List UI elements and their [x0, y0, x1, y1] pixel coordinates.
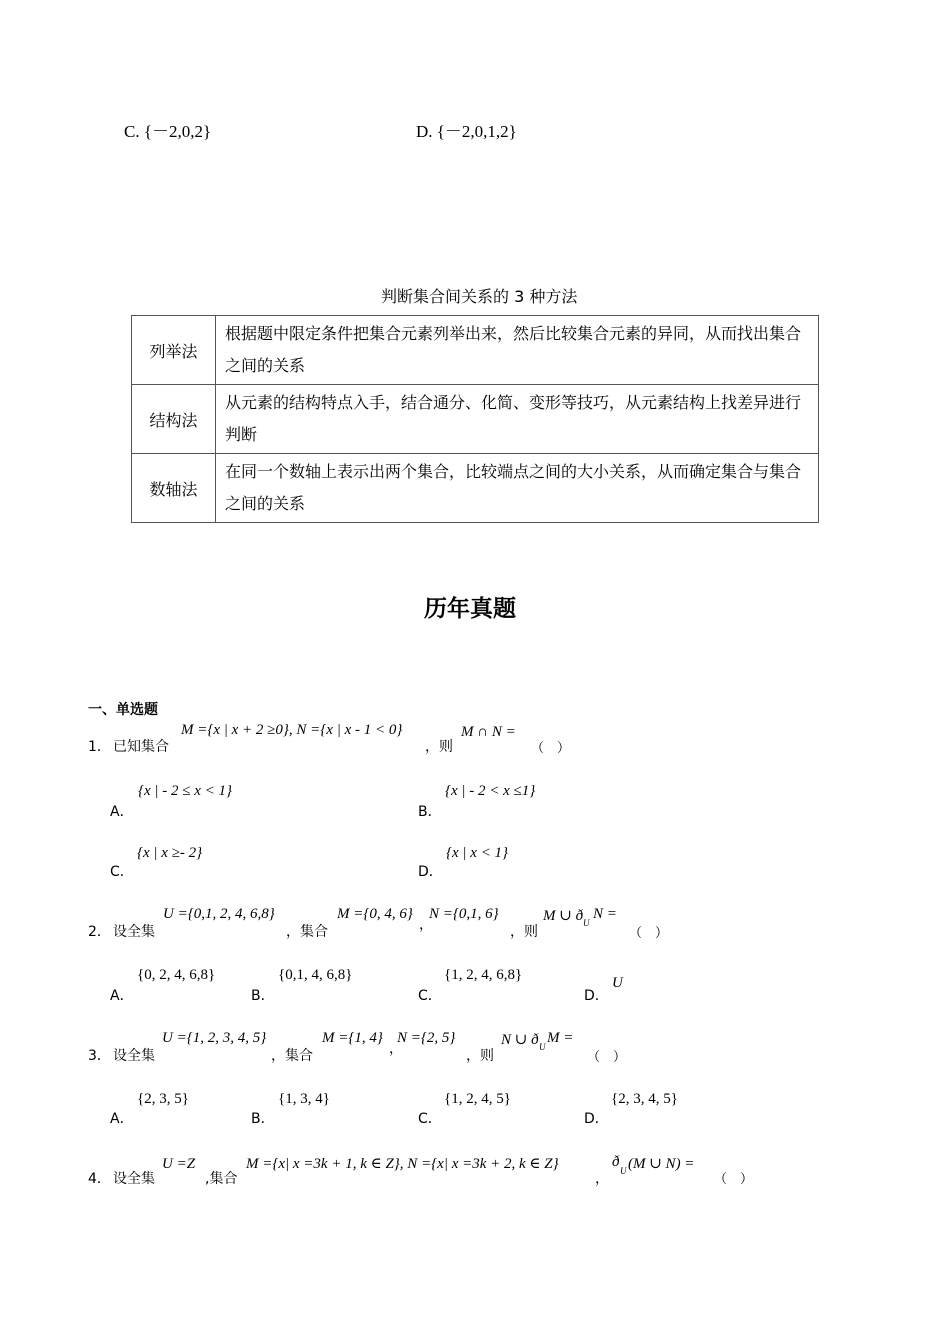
- option-expression: {x | - 2 ≤ x < 1}: [138, 783, 233, 799]
- option-label: B．: [251, 988, 275, 1004]
- math-expression: M ={x| x =3k + 1, k ∈ Z}, N ={x| x =3k + 2, k ∈ Z}: [246, 1156, 559, 1172]
- method-name: 结构法: [132, 385, 216, 454]
- question-number: 4．: [88, 1171, 111, 1187]
- question-text: ，集合: [271, 1048, 313, 1064]
- answer-blank: （ ）: [629, 926, 669, 941]
- math-expression: N ∪ ð: [501, 1032, 539, 1048]
- question-text: ，: [595, 1171, 609, 1187]
- answer-blank: （ ）: [531, 741, 571, 756]
- question-stem: 设全集: [113, 1171, 155, 1187]
- math-expression: N =: [593, 906, 617, 922]
- math-subscript: U: [583, 918, 590, 928]
- answer-blank: （ ）: [587, 1050, 627, 1065]
- option-label: D．: [584, 1111, 609, 1127]
- question-text: ，: [389, 1041, 403, 1057]
- math-expression: M =: [547, 1030, 574, 1046]
- method-desc: 在同一个数轴上表示出两个集合，比较端点之间的大小关系，从而确定集合与集合之间的关系: [216, 454, 819, 523]
- method-desc: 从元素的结构特点入手，结合通分、化简、变形等技巧，从元素结构上找差异进行判断: [216, 385, 819, 454]
- table-row: [132, 316, 819, 385]
- math-expression: N ={0,1, 6}: [429, 906, 499, 922]
- option-expression: {x | - 2 < x ≤1}: [445, 783, 536, 799]
- method-desc: 根据题中限定条件把集合元素列举出来，然后比较集合元素的异同，从而找出集合之间的关系: [216, 316, 819, 385]
- option-label: B．: [418, 804, 442, 820]
- option-d: D. {－2,0,1,2}: [416, 122, 517, 141]
- math-expression: U =Z: [162, 1156, 196, 1172]
- question-text: ,集合: [205, 1171, 238, 1187]
- option-c: C. {－2,0,2}: [124, 122, 212, 141]
- math-subscript: U: [539, 1042, 546, 1052]
- option-expression: {0, 2, 4, 6,8}: [137, 967, 216, 983]
- question-stem: 设全集: [113, 1048, 155, 1064]
- question-number: 2．: [88, 924, 111, 940]
- math-expression: M ={x | x + 2 ≥0}, N ={x | x - 1 < 0}: [181, 722, 403, 738]
- option-label: C．: [418, 988, 442, 1004]
- option-label: A．: [110, 804, 134, 820]
- table-caption: 判断集合间关系的 3 种方法: [381, 287, 578, 306]
- question-number: 3．: [88, 1048, 111, 1064]
- option-expression: {0,1, 4, 6,8}: [278, 967, 353, 983]
- question-text: ，则: [466, 1048, 494, 1064]
- option-expression: U: [612, 975, 623, 991]
- question-text: ，: [419, 917, 433, 933]
- answer-blank: （ ）: [714, 1172, 754, 1187]
- math-subscript: U: [620, 1166, 627, 1176]
- question-text: ，则: [425, 739, 453, 755]
- option-expression: {1, 2, 4, 5}: [444, 1091, 511, 1107]
- math-expression: N ={2, 5}: [397, 1030, 456, 1046]
- math-expression: U ={1, 2, 3, 4, 5}: [162, 1030, 267, 1046]
- question-text: ，集合: [286, 924, 328, 940]
- option-label: C．: [110, 864, 134, 880]
- math-expression: U ={0,1, 2, 4, 6,8}: [163, 906, 275, 922]
- option-label: B．: [251, 1111, 275, 1127]
- question-number: 1．: [88, 739, 111, 755]
- option-label: C．: [418, 1111, 442, 1127]
- method-name: 列举法: [132, 316, 216, 385]
- page-heading: 历年真题: [424, 596, 516, 622]
- method-name: 数轴法: [132, 454, 216, 523]
- section-title: 一、单选题: [88, 702, 158, 718]
- math-expression: M ={1, 4}: [322, 1030, 383, 1046]
- option-expression: {2, 3, 4, 5}: [611, 1091, 678, 1107]
- question-stem: 已知集合: [113, 739, 169, 755]
- option-expression: {x | x < 1}: [446, 845, 509, 861]
- option-expression: {x | x ≥- 2}: [137, 845, 203, 861]
- math-expression: M ∪ ð: [543, 908, 584, 924]
- question-text: ，则: [510, 924, 538, 940]
- option-label: D．: [418, 864, 443, 880]
- option-label: D．: [584, 988, 609, 1004]
- question-stem: 设全集: [113, 924, 155, 940]
- table-row: [132, 454, 819, 523]
- option-label: A．: [110, 988, 134, 1004]
- math-expression: M ∩ N =: [461, 724, 516, 740]
- option-expression: {1, 2, 4, 6,8}: [444, 967, 523, 983]
- option-expression: {1, 3, 4}: [278, 1091, 330, 1107]
- option-label: A．: [110, 1111, 134, 1127]
- table-row: [132, 385, 819, 454]
- math-expression: ð: [612, 1154, 620, 1170]
- math-expression: M ={0, 4, 6}: [337, 906, 413, 922]
- option-expression: {2, 3, 5}: [137, 1091, 189, 1107]
- methods-table: [131, 315, 819, 523]
- math-expression: (M ∪ N) =: [628, 1156, 695, 1172]
